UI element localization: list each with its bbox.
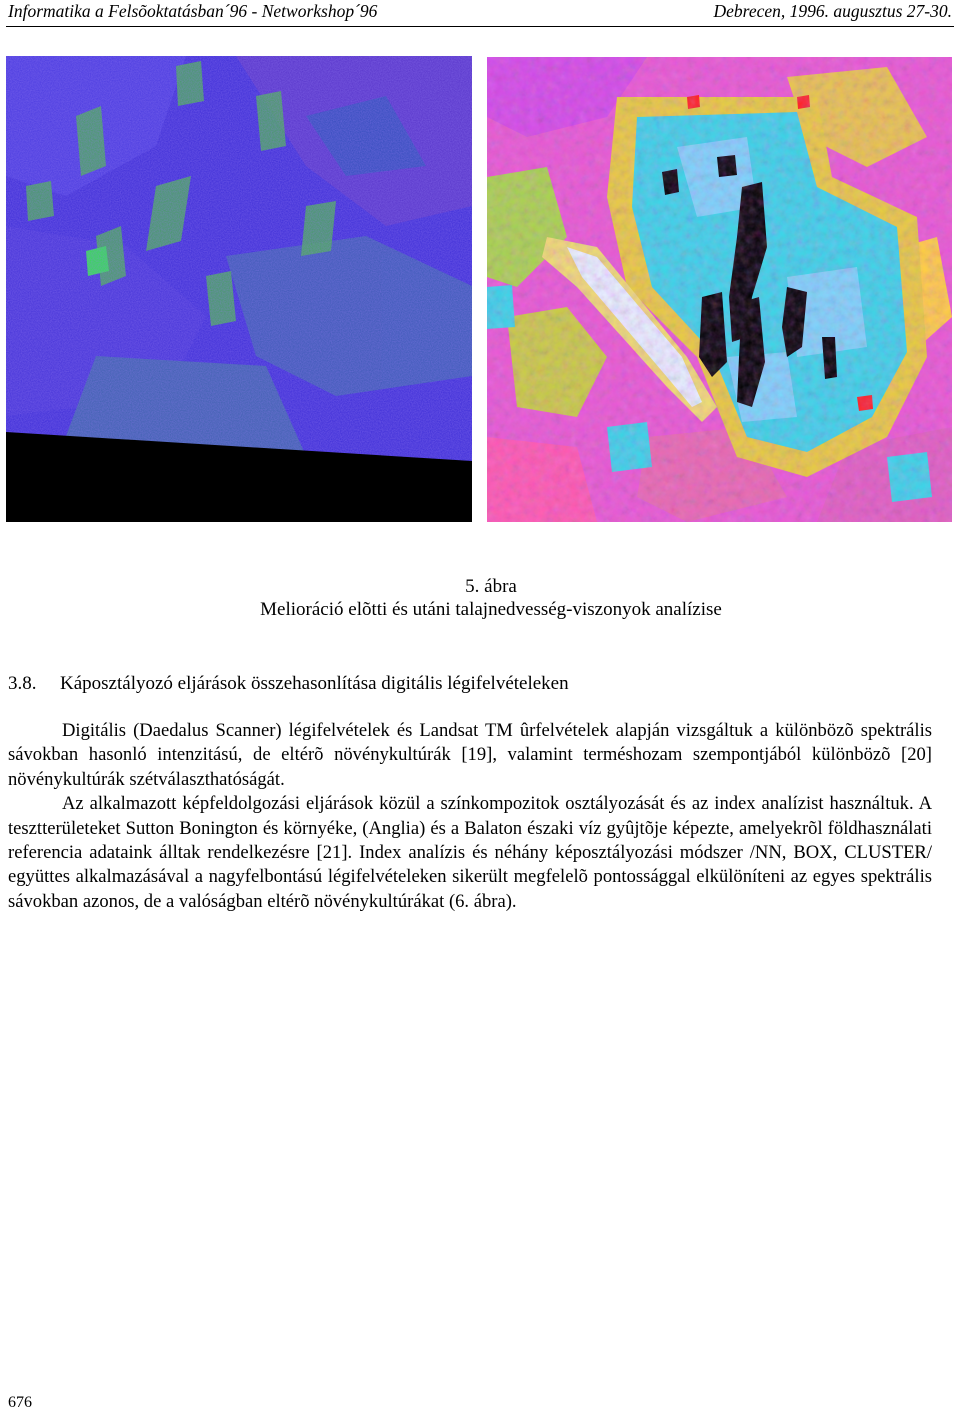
header-location-date: Debrecen, 1996. augusztus 27-30. [713, 1, 952, 21]
section-title: Káposztályozó eljárások összehasonlítása digitális légifelvételeken [60, 673, 569, 694]
section-heading [8, 672, 569, 696]
soil-moisture-image-after [487, 57, 952, 522]
header-divider [6, 26, 954, 27]
figure-caption: Melioráció elõtti és utáni talajnedvesség-viszonyok analízise [260, 599, 722, 620]
figure-number: 5. ábra [465, 576, 517, 597]
section-number: 3.8. [8, 673, 37, 694]
page-number: 676 [8, 1394, 32, 1411]
body-text [8, 719, 932, 914]
satellite-image-before [6, 56, 472, 522]
header-conference-title: Informatika a Felsõoktatásban´96 - Networkshop´96 [8, 1, 378, 21]
paragraph-1: Digitális (Daedalus Scanner) légifelvételek és Landsat TM ûrfelvételek alapján vizsgáltuk a különbözõ spektrális sávokban hasonló intenzitású, de eltérõ növénykultúrák [19], valamint terméshozam szempontjából különbözõ [20] növénykultúrák szétválaszthatóságát. [8, 720, 932, 790]
paragraph-2: Az alkalmazott képfeldolgozási eljárások közül a színkompozitok osztályozását és az index analízist használtuk. A tesztterületeket Sutton Bonington és környéke, (Anglia) és a Balaton északi víz gyûjtõje képezte, amelyekrõl földhasználati referencia adataink álltak rendelkezésre [21]. Index analízis és néhány képosztályozási módszer /NN, BOX, CLUSTER/ együttes alkalmazásával a nagyfelbontású légifelvételeken sikerült megfelelõ pontossággal elkülöníteni az egyes spektrális sávokban azonos, de a valóságban eltérõ növénykultúrákat (6. ábra). [8, 793, 932, 912]
